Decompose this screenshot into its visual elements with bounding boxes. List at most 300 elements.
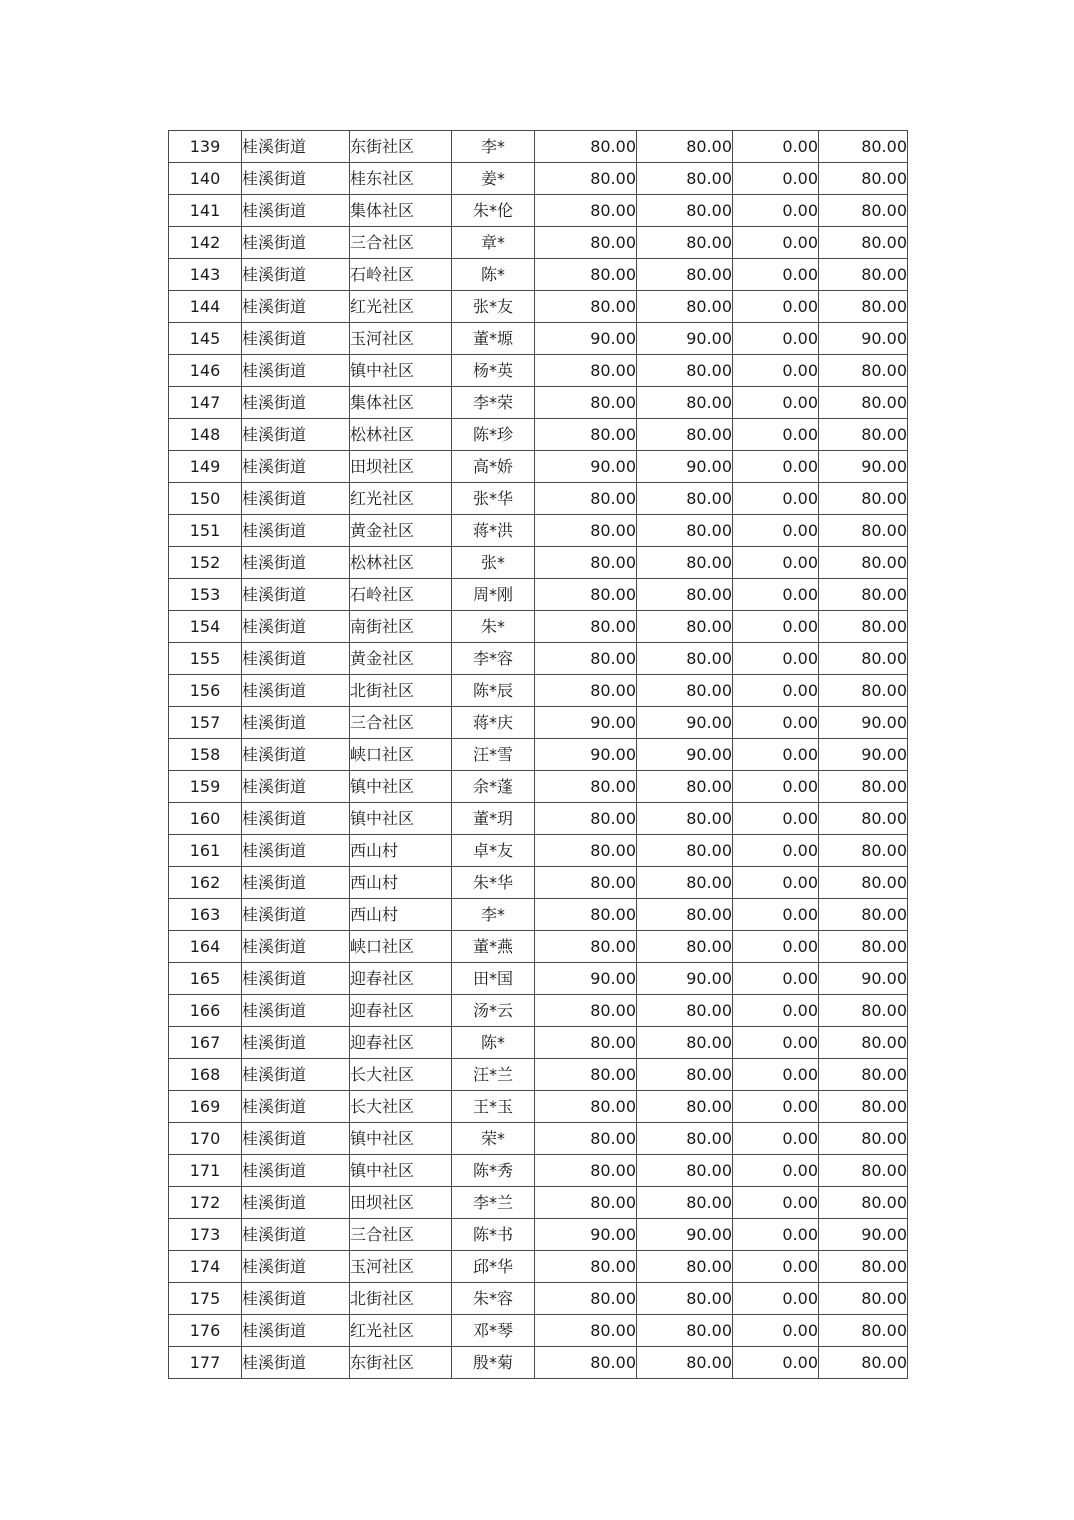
row-index-cell: 172 [169,1187,242,1219]
amount-cell-4: 90.00 [819,451,908,483]
row-index-cell: 149 [169,451,242,483]
row-index-cell: 157 [169,707,242,739]
row-index-cell: 151 [169,515,242,547]
amount-cell-4: 80.00 [819,227,908,259]
row-index-cell: 168 [169,1059,242,1091]
amount-cell-3: 0.00 [733,1347,819,1379]
table-row [169,1059,908,1091]
amount-cell-4: 80.00 [819,579,908,611]
amount-cell-2: 80.00 [637,1251,733,1283]
table-row [169,803,908,835]
street-cell: 桂溪街道 [242,1251,350,1283]
amount-cell-1: 80.00 [535,675,637,707]
amount-cell-4: 80.00 [819,259,908,291]
amount-cell-2: 90.00 [637,451,733,483]
amount-cell-2: 80.00 [637,483,733,515]
street-cell: 桂溪街道 [242,803,350,835]
street-cell: 桂溪街道 [242,1219,350,1251]
name-cell: 张*华 [452,483,535,515]
name-cell: 陈*珍 [452,419,535,451]
amount-cell-2: 80.00 [637,291,733,323]
amount-cell-1: 80.00 [535,483,637,515]
community-cell: 长大社区 [350,1059,452,1091]
amount-cell-1: 80.00 [535,643,637,675]
row-index-cell: 153 [169,579,242,611]
amount-cell-2: 80.00 [637,675,733,707]
community-cell: 镇中社区 [350,355,452,387]
amount-cell-3: 0.00 [733,1155,819,1187]
amount-cell-1: 90.00 [535,323,637,355]
street-cell: 桂溪街道 [242,355,350,387]
amount-cell-3: 0.00 [733,163,819,195]
amount-cell-1: 80.00 [535,931,637,963]
amount-cell-2: 80.00 [637,163,733,195]
street-cell: 桂溪街道 [242,963,350,995]
street-cell: 桂溪街道 [242,643,350,675]
amount-cell-1: 80.00 [535,1027,637,1059]
table-row [169,1187,908,1219]
amount-cell-4: 90.00 [819,707,908,739]
amount-cell-4: 80.00 [819,1123,908,1155]
street-cell: 桂溪街道 [242,1027,350,1059]
table-row [169,963,908,995]
amount-cell-1: 90.00 [535,963,637,995]
row-index-cell: 167 [169,1027,242,1059]
amount-cell-4: 80.00 [819,1059,908,1091]
name-cell: 张*友 [452,291,535,323]
amount-cell-4: 80.00 [819,387,908,419]
amount-cell-2: 90.00 [637,1219,733,1251]
amount-cell-2: 80.00 [637,227,733,259]
amount-cell-3: 0.00 [733,611,819,643]
amount-cell-2: 80.00 [637,1187,733,1219]
name-cell: 蒋*洪 [452,515,535,547]
street-cell: 桂溪街道 [242,739,350,771]
name-cell: 章* [452,227,535,259]
table-row [169,1091,908,1123]
community-cell: 西山村 [350,899,452,931]
amount-cell-2: 80.00 [637,643,733,675]
amount-cell-3: 0.00 [733,963,819,995]
community-cell: 桂东社区 [350,163,452,195]
community-cell: 三合社区 [350,1219,452,1251]
community-cell: 黄金社区 [350,643,452,675]
street-cell: 桂溪街道 [242,771,350,803]
table-row [169,1315,908,1347]
row-index-cell: 165 [169,963,242,995]
amount-cell-2: 80.00 [637,771,733,803]
name-cell: 陈*书 [452,1219,535,1251]
amount-cell-1: 80.00 [535,355,637,387]
row-index-cell: 162 [169,867,242,899]
street-cell: 桂溪街道 [242,1187,350,1219]
roster-table [168,130,908,1379]
amount-cell-3: 0.00 [733,419,819,451]
table-row [169,451,908,483]
amount-cell-1: 80.00 [535,195,637,227]
amount-cell-2: 80.00 [637,355,733,387]
amount-cell-3: 0.00 [733,195,819,227]
community-cell: 西山村 [350,867,452,899]
amount-cell-4: 80.00 [819,1315,908,1347]
community-cell: 镇中社区 [350,1155,452,1187]
amount-cell-2: 80.00 [637,579,733,611]
amount-cell-3: 0.00 [733,931,819,963]
table-row [169,899,908,931]
name-cell: 荣* [452,1123,535,1155]
amount-cell-2: 90.00 [637,739,733,771]
row-index-cell: 148 [169,419,242,451]
amount-cell-2: 80.00 [637,803,733,835]
street-cell: 桂溪街道 [242,675,350,707]
amount-cell-4: 80.00 [819,835,908,867]
amount-cell-1: 80.00 [535,995,637,1027]
community-cell: 黄金社区 [350,515,452,547]
community-cell: 迎春社区 [350,963,452,995]
community-cell: 玉河社区 [350,323,452,355]
table-row [169,355,908,387]
amount-cell-2: 80.00 [637,131,733,163]
row-index-cell: 170 [169,1123,242,1155]
row-index-cell: 154 [169,611,242,643]
table-row [169,195,908,227]
amount-cell-3: 0.00 [733,867,819,899]
name-cell: 朱*容 [452,1283,535,1315]
name-cell: 董*玥 [452,803,535,835]
name-cell: 董*塬 [452,323,535,355]
table-row [169,675,908,707]
name-cell: 朱*伦 [452,195,535,227]
table-row [169,227,908,259]
amount-cell-1: 80.00 [535,259,637,291]
amount-cell-4: 90.00 [819,1219,908,1251]
amount-cell-4: 80.00 [819,1347,908,1379]
amount-cell-1: 90.00 [535,1219,637,1251]
community-cell: 田坝社区 [350,1187,452,1219]
amount-cell-2: 80.00 [637,899,733,931]
name-cell: 姜* [452,163,535,195]
table-row [169,163,908,195]
table-row [169,1219,908,1251]
community-cell: 集体社区 [350,387,452,419]
street-cell: 桂溪街道 [242,291,350,323]
amount-cell-4: 80.00 [819,355,908,387]
row-index-cell: 145 [169,323,242,355]
amount-cell-3: 0.00 [733,835,819,867]
street-cell: 桂溪街道 [242,259,350,291]
table-row [169,1155,908,1187]
street-cell: 桂溪街道 [242,387,350,419]
street-cell: 桂溪街道 [242,899,350,931]
community-cell: 北街社区 [350,1283,452,1315]
community-cell: 北街社区 [350,675,452,707]
amount-cell-3: 0.00 [733,1315,819,1347]
amount-cell-1: 90.00 [535,739,637,771]
street-cell: 桂溪街道 [242,163,350,195]
name-cell: 余*蓬 [452,771,535,803]
street-cell: 桂溪街道 [242,707,350,739]
street-cell: 桂溪街道 [242,1315,350,1347]
row-index-cell: 176 [169,1315,242,1347]
name-cell: 田*国 [452,963,535,995]
amount-cell-3: 0.00 [733,1123,819,1155]
community-cell: 石岭社区 [350,579,452,611]
community-cell: 镇中社区 [350,771,452,803]
table-row [169,611,908,643]
name-cell: 王*玉 [452,1091,535,1123]
amount-cell-1: 80.00 [535,1155,637,1187]
amount-cell-1: 80.00 [535,1347,637,1379]
amount-cell-4: 80.00 [819,163,908,195]
amount-cell-2: 80.00 [637,195,733,227]
table-row [169,835,908,867]
street-cell: 桂溪街道 [242,931,350,963]
amount-cell-3: 0.00 [733,771,819,803]
name-cell: 陈* [452,1027,535,1059]
amount-cell-1: 80.00 [535,387,637,419]
amount-cell-4: 80.00 [819,995,908,1027]
amount-cell-3: 0.00 [733,227,819,259]
amount-cell-3: 0.00 [733,675,819,707]
name-cell: 邓*琴 [452,1315,535,1347]
street-cell: 桂溪街道 [242,1123,350,1155]
row-index-cell: 155 [169,643,242,675]
table-row [169,515,908,547]
community-cell: 红光社区 [350,291,452,323]
row-index-cell: 174 [169,1251,242,1283]
amount-cell-3: 0.00 [733,515,819,547]
amount-cell-4: 90.00 [819,963,908,995]
amount-cell-2: 80.00 [637,1315,733,1347]
street-cell: 桂溪街道 [242,419,350,451]
amount-cell-4: 80.00 [819,1027,908,1059]
street-cell: 桂溪街道 [242,1091,350,1123]
row-index-cell: 139 [169,131,242,163]
street-cell: 桂溪街道 [242,547,350,579]
community-cell: 玉河社区 [350,1251,452,1283]
amount-cell-3: 0.00 [733,1283,819,1315]
name-cell: 陈*秀 [452,1155,535,1187]
table-row [169,131,908,163]
community-cell: 迎春社区 [350,1027,452,1059]
amount-cell-1: 80.00 [535,419,637,451]
amount-cell-1: 80.00 [535,515,637,547]
name-cell: 李*容 [452,643,535,675]
row-index-cell: 141 [169,195,242,227]
amount-cell-3: 0.00 [733,323,819,355]
row-index-cell: 147 [169,387,242,419]
amount-cell-4: 90.00 [819,739,908,771]
amount-cell-1: 80.00 [535,1187,637,1219]
amount-cell-4: 80.00 [819,899,908,931]
amount-cell-3: 0.00 [733,1059,819,1091]
amount-cell-1: 80.00 [535,771,637,803]
street-cell: 桂溪街道 [242,995,350,1027]
row-index-cell: 164 [169,931,242,963]
community-cell: 西山村 [350,835,452,867]
amount-cell-1: 80.00 [535,1315,637,1347]
amount-cell-3: 0.00 [733,643,819,675]
row-index-cell: 173 [169,1219,242,1251]
name-cell: 蒋*庆 [452,707,535,739]
street-cell: 桂溪街道 [242,611,350,643]
amount-cell-1: 80.00 [535,547,637,579]
street-cell: 桂溪街道 [242,483,350,515]
community-cell: 长大社区 [350,1091,452,1123]
amount-cell-2: 80.00 [637,931,733,963]
row-index-cell: 144 [169,291,242,323]
amount-cell-2: 90.00 [637,963,733,995]
row-index-cell: 156 [169,675,242,707]
row-index-cell: 163 [169,899,242,931]
table-row [169,387,908,419]
amount-cell-4: 80.00 [819,195,908,227]
name-cell: 陈* [452,259,535,291]
row-index-cell: 166 [169,995,242,1027]
name-cell: 朱* [452,611,535,643]
community-cell: 集体社区 [350,195,452,227]
amount-cell-4: 80.00 [819,611,908,643]
community-cell: 东街社区 [350,1347,452,1379]
amount-cell-2: 80.00 [637,995,733,1027]
name-cell: 李* [452,899,535,931]
amount-cell-1: 80.00 [535,899,637,931]
amount-cell-4: 80.00 [819,803,908,835]
amount-cell-3: 0.00 [733,1251,819,1283]
community-cell: 田坝社区 [350,451,452,483]
name-cell: 张* [452,547,535,579]
table-row [169,547,908,579]
table-row [169,323,908,355]
name-cell: 李*荣 [452,387,535,419]
table-row [169,419,908,451]
amount-cell-3: 0.00 [733,899,819,931]
amount-cell-4: 80.00 [819,931,908,963]
amount-cell-3: 0.00 [733,547,819,579]
amount-cell-1: 80.00 [535,1283,637,1315]
name-cell: 李*兰 [452,1187,535,1219]
name-cell: 汤*云 [452,995,535,1027]
amount-cell-2: 80.00 [637,1091,733,1123]
amount-cell-1: 80.00 [535,1091,637,1123]
amount-cell-2: 80.00 [637,1059,733,1091]
amount-cell-3: 0.00 [733,483,819,515]
street-cell: 桂溪街道 [242,867,350,899]
amount-cell-1: 80.00 [535,227,637,259]
community-cell: 三合社区 [350,227,452,259]
row-index-cell: 150 [169,483,242,515]
community-cell: 镇中社区 [350,1123,452,1155]
amount-cell-4: 80.00 [819,1187,908,1219]
community-cell: 三合社区 [350,707,452,739]
street-cell: 桂溪街道 [242,451,350,483]
amount-cell-4: 80.00 [819,1155,908,1187]
amount-cell-2: 80.00 [637,1155,733,1187]
name-cell: 汪*兰 [452,1059,535,1091]
amount-cell-3: 0.00 [733,1219,819,1251]
row-index-cell: 152 [169,547,242,579]
table-row [169,1027,908,1059]
community-cell: 红光社区 [350,1315,452,1347]
amount-cell-4: 80.00 [819,547,908,579]
amount-cell-4: 80.00 [819,675,908,707]
street-cell: 桂溪街道 [242,1155,350,1187]
community-cell: 峡口社区 [350,739,452,771]
table-row [169,1251,908,1283]
roster-table-body [169,131,908,1379]
amount-cell-3: 0.00 [733,259,819,291]
amount-cell-3: 0.00 [733,1027,819,1059]
amount-cell-4: 80.00 [819,131,908,163]
amount-cell-2: 80.00 [637,419,733,451]
amount-cell-3: 0.00 [733,1187,819,1219]
amount-cell-1: 80.00 [535,803,637,835]
street-cell: 桂溪街道 [242,131,350,163]
amount-cell-3: 0.00 [733,803,819,835]
name-cell: 汪*雪 [452,739,535,771]
amount-cell-4: 80.00 [819,771,908,803]
amount-cell-4: 80.00 [819,483,908,515]
table-row [169,483,908,515]
table-row [169,931,908,963]
row-index-cell: 171 [169,1155,242,1187]
table-row [169,995,908,1027]
amount-cell-2: 80.00 [637,611,733,643]
name-cell: 卓*友 [452,835,535,867]
amount-cell-2: 80.00 [637,387,733,419]
row-index-cell: 169 [169,1091,242,1123]
amount-cell-1: 90.00 [535,707,637,739]
amount-cell-1: 80.00 [535,163,637,195]
amount-cell-2: 80.00 [637,547,733,579]
amount-cell-4: 80.00 [819,867,908,899]
table-row [169,643,908,675]
street-cell: 桂溪街道 [242,1347,350,1379]
name-cell: 李* [452,131,535,163]
row-index-cell: 140 [169,163,242,195]
table-row [169,291,908,323]
community-cell: 迎春社区 [350,995,452,1027]
row-index-cell: 146 [169,355,242,387]
amount-cell-3: 0.00 [733,995,819,1027]
amount-cell-3: 0.00 [733,1091,819,1123]
amount-cell-1: 90.00 [535,451,637,483]
name-cell: 陈*辰 [452,675,535,707]
street-cell: 桂溪街道 [242,835,350,867]
amount-cell-2: 80.00 [637,1027,733,1059]
table-row [169,1123,908,1155]
row-index-cell: 175 [169,1283,242,1315]
amount-cell-3: 0.00 [733,355,819,387]
name-cell: 邱*华 [452,1251,535,1283]
table-row [169,707,908,739]
table-row [169,867,908,899]
amount-cell-1: 80.00 [535,1251,637,1283]
row-index-cell: 142 [169,227,242,259]
row-index-cell: 177 [169,1347,242,1379]
amount-cell-4: 80.00 [819,291,908,323]
amount-cell-3: 0.00 [733,131,819,163]
street-cell: 桂溪街道 [242,195,350,227]
amount-cell-2: 90.00 [637,707,733,739]
name-cell: 朱*华 [452,867,535,899]
amount-cell-4: 80.00 [819,1251,908,1283]
street-cell: 桂溪街道 [242,323,350,355]
community-cell: 松林社区 [350,419,452,451]
amount-cell-2: 80.00 [637,515,733,547]
table-row [169,579,908,611]
table-row [169,1347,908,1379]
